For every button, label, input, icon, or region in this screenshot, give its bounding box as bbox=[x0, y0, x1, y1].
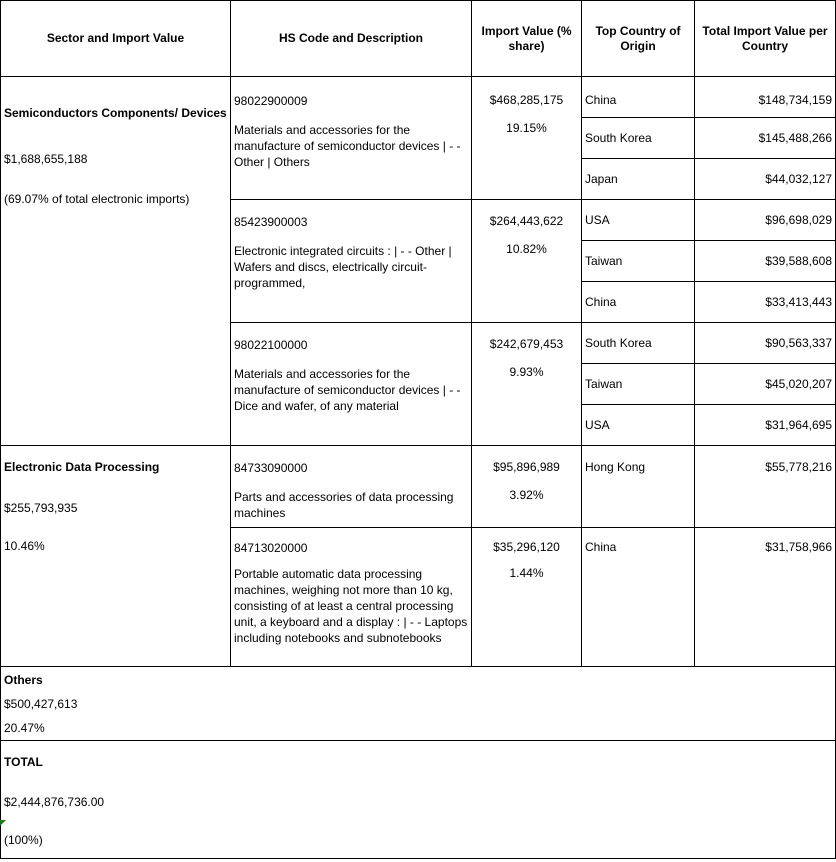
others-value: $500,427,613 bbox=[4, 697, 78, 711]
hs-cell bbox=[231, 446, 472, 528]
country-value: $96,698,029 bbox=[695, 200, 836, 241]
import-share: 9.93% bbox=[509, 365, 544, 379]
import-value-cell bbox=[472, 528, 582, 667]
total-value: $2,444,876,736.00 bbox=[4, 795, 105, 809]
sector-name: Electronic Data Processing bbox=[4, 460, 160, 474]
hs-cell bbox=[231, 77, 472, 200]
country-name: South Korea bbox=[582, 118, 695, 159]
country-value: $45,020,207 bbox=[695, 364, 836, 405]
hs-description: Portable automatic data processing machines, weighing not more than 10 kg, consisting of at least a central processing unit, a keyboard and a display : | - - Laptops including notebooks and subnotebooks bbox=[234, 567, 468, 645]
sector-cell-semiconductors bbox=[1, 77, 231, 446]
header-hs-code: HS Code and Description bbox=[231, 1, 472, 77]
country-name: USA bbox=[582, 405, 695, 446]
country-value: $44,032,127 bbox=[695, 159, 836, 200]
table-row bbox=[1, 77, 836, 118]
hs-code: 85423900003 bbox=[234, 215, 308, 229]
country-value: $55,778,216 bbox=[695, 446, 836, 528]
country-name: Japan bbox=[582, 159, 695, 200]
sector-share: (69.07% of total electronic imports) bbox=[4, 192, 190, 206]
total-share: (100%) bbox=[4, 833, 43, 847]
header-sector: Sector and Import Value bbox=[1, 1, 231, 77]
hs-cell bbox=[231, 323, 472, 446]
country-name: Taiwan bbox=[582, 241, 695, 282]
country-name: Hong Kong bbox=[582, 446, 695, 528]
country-value: $39,588,608 bbox=[695, 241, 836, 282]
import-value-cell bbox=[472, 323, 582, 446]
cell-comment-marker bbox=[0, 820, 6, 826]
country-name: China bbox=[582, 528, 695, 667]
hs-cell bbox=[231, 200, 472, 323]
hs-description: Electronic integrated circuits : | - - Other | Wafers and discs, electrically circuit-programmed, bbox=[234, 244, 452, 290]
sector-value: $255,793,935 bbox=[4, 501, 78, 515]
others-name: Others bbox=[4, 673, 43, 687]
others-row bbox=[1, 667, 836, 741]
sector-share: 10.46% bbox=[4, 539, 45, 553]
import-value: $242,679,453 bbox=[489, 337, 564, 351]
sector-name: Semiconductors Components/ Devices bbox=[4, 106, 227, 120]
country-value: $90,563,337 bbox=[695, 323, 836, 364]
header-import-value: Import Value (% share) bbox=[472, 1, 582, 77]
hs-code: 84733090000 bbox=[234, 461, 308, 475]
import-value: $264,443,622 bbox=[489, 214, 564, 228]
country-name: Taiwan bbox=[582, 364, 695, 405]
import-value: $35,296,120 bbox=[493, 540, 560, 554]
hs-code: 84713020000 bbox=[234, 541, 308, 555]
country-name: USA bbox=[582, 200, 695, 241]
country-value: $31,964,695 bbox=[695, 405, 836, 446]
country-value: $31,758,966 bbox=[695, 528, 836, 667]
import-value: $95,896,989 bbox=[493, 460, 560, 474]
hs-code: 98022100000 bbox=[234, 338, 308, 352]
country-name: China bbox=[582, 77, 695, 118]
hs-description: Materials and accessories for the manufacture of semiconductor devices | - - Other | Others bbox=[234, 123, 461, 169]
table-row bbox=[1, 446, 836, 528]
header-country: Top Country of Origin bbox=[582, 1, 695, 77]
hs-description: Parts and accessories of data processing machines bbox=[234, 490, 454, 520]
country-value: $145,488,266 bbox=[695, 118, 836, 159]
total-row bbox=[1, 741, 836, 859]
import-share: 1.44% bbox=[509, 566, 544, 580]
import-share: 10.82% bbox=[506, 242, 547, 256]
import-share: 19.15% bbox=[506, 121, 547, 135]
others-share: 20.47% bbox=[4, 721, 45, 735]
country-name: South Korea bbox=[582, 323, 695, 364]
hs-description: Materials and accessories for the manufacture of semiconductor devices | - - Dice and wafer, of any material bbox=[234, 367, 461, 413]
sector-value: $1,688,655,188 bbox=[4, 152, 88, 166]
hs-cell bbox=[231, 528, 472, 667]
country-value: $148,734,159 bbox=[695, 77, 836, 118]
country-name: China bbox=[582, 282, 695, 323]
sector-cell-data-processing bbox=[1, 446, 231, 667]
import-value: $468,285,175 bbox=[489, 93, 564, 107]
total-cell bbox=[1, 741, 836, 859]
header-country-value: Total Import Value per Country bbox=[695, 1, 836, 77]
hs-code: 98022900009 bbox=[234, 94, 308, 108]
import-value-cell bbox=[472, 446, 582, 528]
import-value-cell bbox=[472, 77, 582, 200]
import-share: 3.92% bbox=[509, 488, 544, 502]
import-value-cell bbox=[472, 200, 582, 323]
country-value: $33,413,443 bbox=[695, 282, 836, 323]
others-cell bbox=[1, 667, 836, 741]
header-row bbox=[1, 1, 836, 77]
total-name: TOTAL bbox=[4, 755, 43, 769]
